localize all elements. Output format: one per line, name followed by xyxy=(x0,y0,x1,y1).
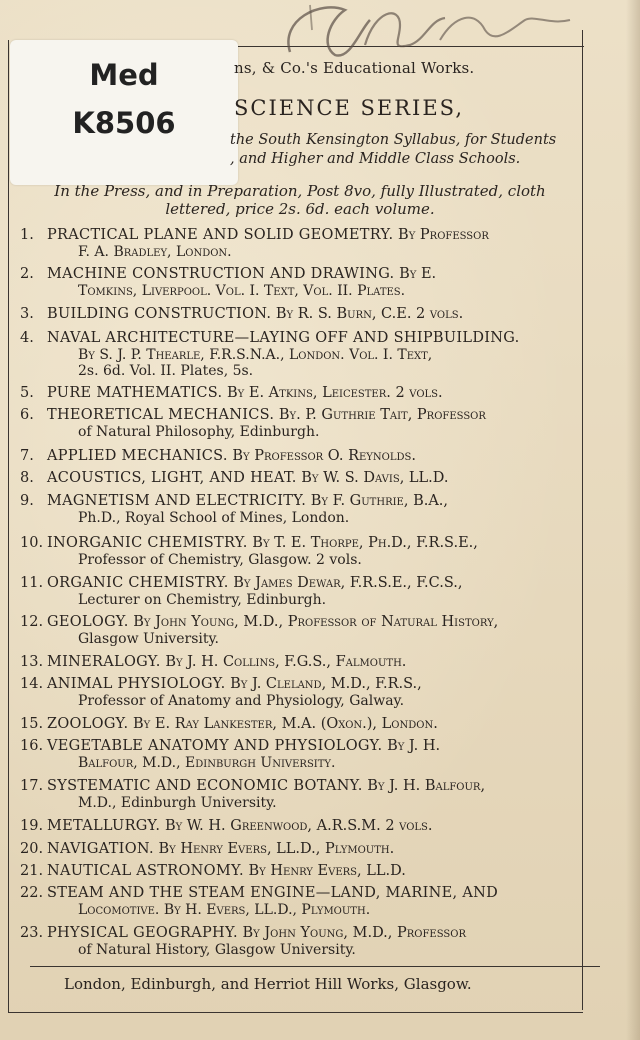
item-detail: of Natural Philosophy, Edinburgh. xyxy=(78,424,320,440)
item-number: 2. xyxy=(20,266,34,282)
bottom-rule xyxy=(8,1012,583,1013)
item-number: 3. xyxy=(20,306,34,322)
item-author: By E. Atkins, Leicester. 2 vols. xyxy=(227,385,443,401)
footer-rule xyxy=(30,966,600,967)
item-detail: Professor of Chemistry, Glasgow. 2 vols. xyxy=(78,552,362,568)
item-number: 6. xyxy=(20,407,34,423)
item-author: By. P. Guthrie Tait, Professor xyxy=(278,407,486,423)
item-number: 23. xyxy=(20,925,44,941)
item-title: VEGETABLE ANATOMY AND PHYSIOLOGY. xyxy=(47,738,383,754)
item-title: PURE MATHEMATICS. xyxy=(47,385,223,401)
item-number: 11. xyxy=(20,575,44,591)
item-author: By James Dewar, F.R.S.E., F.C.S., xyxy=(233,575,463,591)
item-title: MINERALOGY. xyxy=(47,654,161,670)
item-number: 4. xyxy=(20,330,34,346)
item-number: 8. xyxy=(20,470,34,486)
item-detail: Lecturer on Chemistry, Edinburgh. xyxy=(78,592,327,608)
item-number: 22. xyxy=(20,885,44,901)
item-detail: Tomkins, Liverpool. Vol. I. Text, Vol. II. Plates. xyxy=(78,283,406,299)
label-line-1: Med xyxy=(89,58,159,92)
item-author: By J. H. Balfour, xyxy=(367,778,486,794)
item-number: 19. xyxy=(20,818,44,834)
item-number: 17. xyxy=(20,778,44,794)
item-author: By Professor O. Reynolds. xyxy=(232,448,416,464)
item-author: By J. Cleland, M.D., F.R.S., xyxy=(230,676,422,692)
item-title: STEAM AND THE STEAM ENGINE—LAND, MARINE, AND xyxy=(47,885,499,901)
item-title: NAVAL ARCHITECTURE—LAYING OFF AND SHIPBUILDING. xyxy=(47,330,520,346)
item-author: By T. E. Thorpe, Ph.D., F.R.S.E., xyxy=(252,535,478,551)
footer-imprint: London, Edinburgh, and Herriot Hill Works, Glasgow. xyxy=(64,975,472,993)
item-title: ZOOLOGY. xyxy=(47,716,129,732)
item-number: 12. xyxy=(20,614,44,630)
item-title: ORGANIC CHEMISTRY. xyxy=(47,575,229,591)
library-shelf-label xyxy=(10,40,238,185)
item-detail: Glasgow University. xyxy=(78,631,219,647)
series-subtitle-line-2: , and Higher and Middle Class Schools. xyxy=(230,151,521,167)
item-title: MACHINE CONSTRUCTION AND DRAWING. xyxy=(47,266,395,282)
item-detail-2: 2s. 6d. Vol. II. Plates, 5s. xyxy=(78,363,254,379)
item-number: 13. xyxy=(20,654,44,670)
item-detail: F. A. Bradley, London. xyxy=(78,244,232,260)
item-title: PHYSICAL GEOGRAPHY. xyxy=(47,925,238,941)
item-author: By J. H. Collins, F.G.S., Falmouth. xyxy=(165,654,407,670)
item-author: By E. xyxy=(399,266,437,282)
right-rule xyxy=(582,30,583,1010)
item-title: METALLURGY. xyxy=(47,818,161,834)
page-edge-shadow xyxy=(626,0,640,1040)
item-title: BUILDING CONSTRUCTION. xyxy=(47,306,272,322)
item-number: 15. xyxy=(20,716,44,732)
item-title: NAVIGATION. xyxy=(47,841,154,857)
item-title: MAGNETISM AND ELECTRICITY. xyxy=(47,493,307,509)
item-detail: By S. J. P. Thearle, F.R.S.N.A., London. Vol. I. Text, xyxy=(78,347,433,363)
item-detail: Ph.D., Royal School of Mines, London. xyxy=(78,510,350,526)
item-author: By E. Ray Lankester, M.A. (Oxon.), London. xyxy=(133,716,438,732)
item-number: 10. xyxy=(20,535,44,551)
series-subtitle-line-1: the South Kensington Syllabus, for Students xyxy=(230,132,557,148)
item-title: SYSTEMATIC AND ECONOMIC BOTANY. xyxy=(47,778,363,794)
item-author: By F. Guthrie, B.A., xyxy=(310,493,449,509)
item-author: By Henry Evers, LL.D., Plymouth. xyxy=(158,841,395,857)
press-note-line-1: In the Press, and in Preparation, Post 8vo, fully Illustrated, cloth xyxy=(54,182,546,200)
item-title: INORGANIC CHEMISTRY. xyxy=(47,535,248,551)
item-title: PRACTICAL PLANE AND SOLID GEOMETRY. xyxy=(47,227,394,243)
series-title: SCIENCE SERIES, xyxy=(234,96,464,120)
item-number: 20. xyxy=(20,841,44,857)
item-number: 1. xyxy=(20,227,34,243)
item-detail: of Natural History, Glasgow University. xyxy=(78,942,356,958)
item-title: GEOLOGY. xyxy=(47,614,129,630)
item-detail: M.D., Edinburgh University. xyxy=(78,795,277,811)
item-author: By Henry Evers, LL.D. xyxy=(248,863,406,879)
item-number: 7. xyxy=(20,448,34,464)
item-number: 5. xyxy=(20,385,34,401)
item-title: ANIMAL PHYSIOLOGY. xyxy=(47,676,226,692)
item-author: By J. H. xyxy=(387,738,441,754)
item-number: 9. xyxy=(20,493,34,509)
item-detail: Professor of Anatomy and Physiology, Galway. xyxy=(78,693,405,709)
item-number: 14. xyxy=(20,676,44,692)
label-line-2: K8506 xyxy=(72,106,176,140)
item-author: By John Young, M.D., Professor xyxy=(242,925,466,941)
item-detail: Balfour, M.D., Edinburgh University. xyxy=(78,755,336,771)
publisher-heading: ns, & Co.'s Educational Works. xyxy=(234,59,475,77)
item-author: By W. H. Greenwood, A.R.S.M. 2 vols. xyxy=(164,818,433,834)
item-title: NAUTICAL ASTRONOMY. xyxy=(47,863,244,879)
item-author: By John Young, M.D., Professor of Natural History, xyxy=(133,614,499,630)
item-author: By W. S. Davis, LL.D. xyxy=(301,470,449,486)
item-author: By R. S. Burn, C.E. 2 vols. xyxy=(275,306,464,322)
item-author: By Professor xyxy=(398,227,489,243)
item-number: 21. xyxy=(20,863,44,879)
item-number: 16. xyxy=(20,738,44,754)
item-title: APPLIED MECHANICS. xyxy=(47,448,228,464)
item-title: THEORETICAL MECHANICS. xyxy=(47,407,275,423)
item-detail: Locomotive. By H. Evers, LL.D., Plymouth. xyxy=(78,902,371,918)
item-title: ACOUSTICS, LIGHT, AND HEAT. xyxy=(47,470,297,486)
press-note-line-2: lettered, price 2s. 6d. each volume. xyxy=(165,200,435,218)
